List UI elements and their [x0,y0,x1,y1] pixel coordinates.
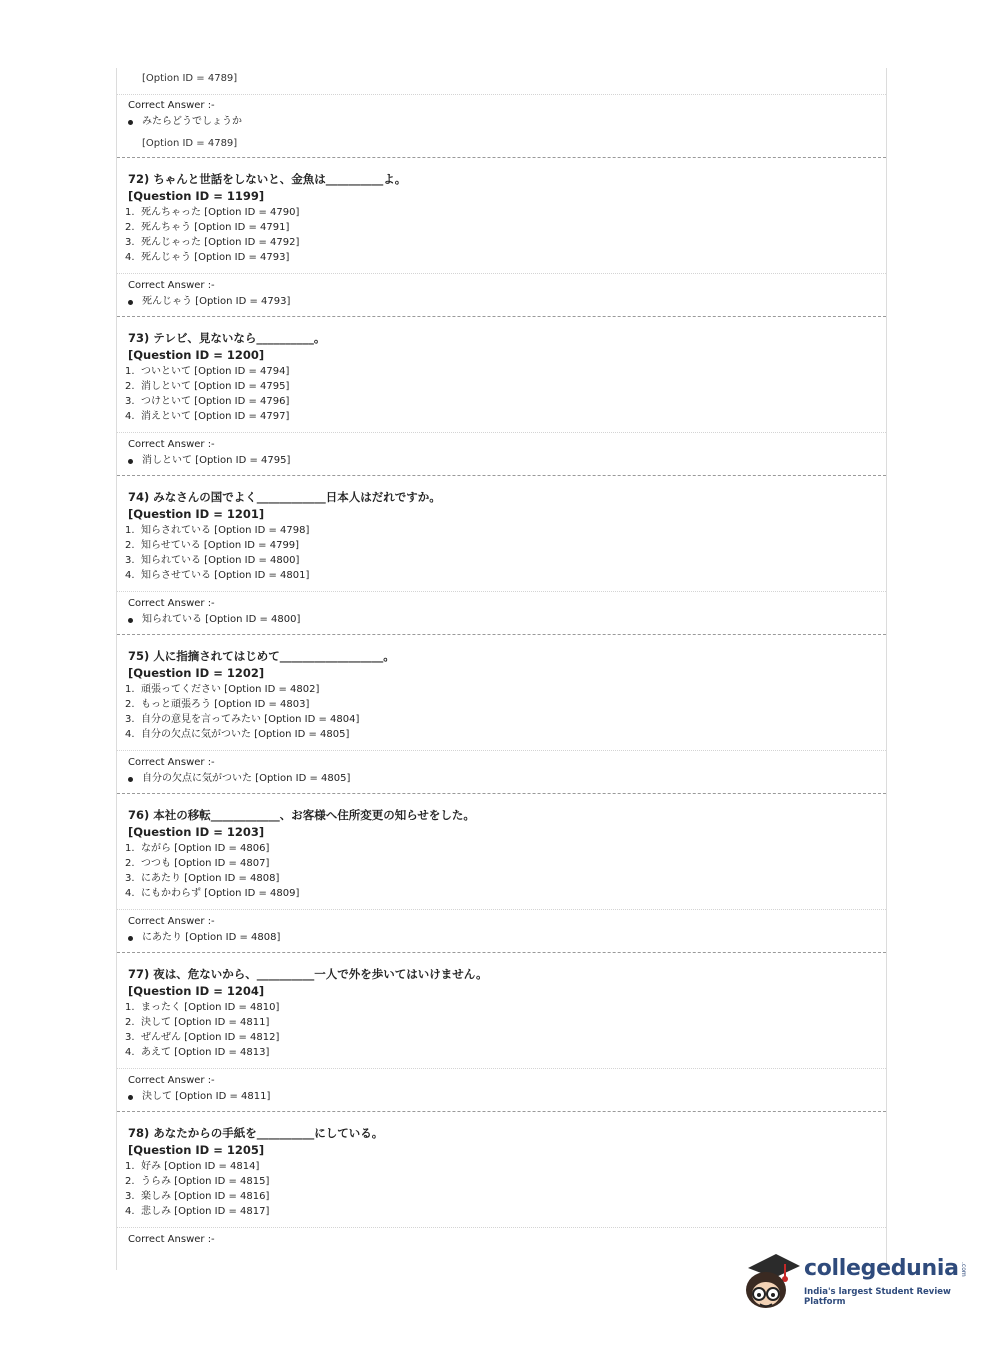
option-item [117,712,886,727]
correct-answer-text: みたらどうでしょうか [142,116,242,127]
question-divider [117,316,886,317]
option-text: 楽しみ [Option ID = 4816] [141,1191,270,1202]
correct-answer-item [117,1089,886,1105]
answer-divider [117,591,886,592]
prev-answer-block [117,72,886,151]
option-item [117,409,886,424]
option-item [117,568,886,583]
document-page [116,68,887,1270]
option-number: 4. [125,729,135,740]
question-divider [117,157,886,158]
answer-divider [117,273,886,274]
option-item [117,1015,886,1030]
option-text: 知らせている [Option ID = 4799] [141,540,300,551]
question-divider [117,952,886,953]
question-title: 74) みなさんの国でよく____________日本人はだれですか。 [128,490,441,504]
option-item [117,1045,886,1060]
option-text: 消えといて [Option ID = 4797] [141,411,290,422]
option-number: 1. [125,1002,135,1013]
correct-answer-label: Correct Answer :- [128,1075,215,1086]
option-number: 3. [125,396,135,407]
option-text: ついといて [Option ID = 4794] [141,366,290,377]
option-item [117,1189,886,1204]
option-item [117,856,886,871]
option-text: 死んちゃった [Option ID = 4790] [141,207,300,218]
question-list [117,157,886,1248]
bullet-icon [128,120,133,125]
option-id-line: [Option ID = 4789] [142,138,238,149]
divider [117,94,886,95]
option-item [117,379,886,394]
option-number: 1. [125,207,135,218]
question-divider [117,475,886,476]
question-id: [Question ID = 1203] [128,825,265,839]
option-number: 1. [125,684,135,695]
question-title: 78) あなたからの手紙を__________にしている。 [128,1126,384,1140]
option-number: 4. [125,1206,135,1217]
option-item [117,841,886,856]
option-text: 自分の意見を言ってみたい [Option ID = 4804] [141,714,360,725]
correct-answer-item [117,771,886,787]
question-title: 72) ちゃんと世話をしないと、金魚は__________よ。 [128,172,407,186]
option-number: 3. [125,873,135,884]
question-id: [Question ID = 1200] [128,348,265,362]
option-number: 2. [125,1017,135,1028]
logo-tagline: India's largest Student Review Platform [804,1287,951,1307]
option-number: 2. [125,540,135,551]
option-item [117,538,886,553]
option-text: 自分の欠点に気がついた [Option ID = 4805] [141,729,350,740]
option-item [117,886,886,901]
option-item [117,220,886,235]
question-block [117,316,886,469]
option-item [117,1204,886,1219]
option-text: 消しといて [Option ID = 4795] [141,381,290,392]
question-title: 77) 夜は、危ないから、__________一人で外を歩いてはいけません。 [128,967,488,981]
correct-answer-text: 知られている [Option ID = 4800] [142,614,301,625]
bullet-icon [128,1095,133,1100]
correct-answer-label: Correct Answer :- [128,1234,215,1245]
question-id: [Question ID = 1205] [128,1143,265,1157]
option-item [117,523,886,538]
correct-answer-item [117,453,886,469]
option-item [117,205,886,220]
answer-divider [117,909,886,910]
option-item [117,697,886,712]
correct-answer-label: Correct Answer :- [128,598,215,609]
option-text: ぜんぜん [Option ID = 4812] [141,1032,280,1043]
question-block [117,793,886,946]
correct-answer-label: Correct Answer :- [128,439,215,450]
option-item [117,682,886,697]
option-text: あえて [Option ID = 4813] [141,1047,270,1058]
correct-answer-text: 死んじゃう [Option ID = 4793] [142,296,291,307]
correct-answer-item [117,612,886,628]
option-number: 2. [125,1176,135,1187]
bullet-icon [128,936,133,941]
option-text: まったく [Option ID = 4810] [141,1002,280,1013]
bullet-icon [128,300,133,305]
option-number: 1. [125,843,135,854]
bullet-icon [128,459,133,464]
option-number: 4. [125,888,135,899]
option-item [117,871,886,886]
option-number: 3. [125,1191,135,1202]
question-block [117,157,886,310]
correct-answer-label: Correct Answer :- [128,916,215,927]
option-number: 4. [125,411,135,422]
option-text: 死んじゃった [Option ID = 4792] [141,237,300,248]
mascot-icon [740,1250,802,1314]
correct-answer-label: Correct Answer :- [128,100,215,111]
option-number: 2. [125,222,135,233]
option-item [117,1030,886,1045]
correct-answer-label: Correct Answer :- [128,757,215,768]
option-item [117,364,886,379]
answer-divider [117,1068,886,1069]
question-divider [117,634,886,635]
option-number: 2. [125,381,135,392]
logo-wordmark: collegedunia [804,1256,959,1281]
option-text: 知られている [Option ID = 4800] [141,555,300,566]
option-number: 4. [125,1047,135,1058]
option-text: 悲しみ [Option ID = 4817] [141,1206,270,1217]
option-item [117,235,886,250]
option-number: 4. [125,570,135,581]
option-item [117,727,886,742]
question-id: [Question ID = 1199] [128,189,265,203]
answer-divider [117,750,886,751]
option-number: 1. [125,366,135,377]
option-text: つけといて [Option ID = 4796] [141,396,290,407]
bullet-icon [128,777,133,782]
option-text: うらみ [Option ID = 4815] [141,1176,270,1187]
question-block [117,1111,886,1248]
option-item [117,394,886,409]
option-text: ながら [Option ID = 4806] [141,843,270,854]
question-block [117,952,886,1105]
question-id: [Question ID = 1204] [128,984,265,998]
option-text: 頑張ってください [Option ID = 4802] [141,684,320,695]
question-title: 73) テレビ、見ないなら__________。 [128,331,326,345]
option-text: 好み [Option ID = 4814] [141,1161,260,1172]
correct-answer-text: にあたり [Option ID = 4808] [142,932,281,943]
option-number: 3. [125,1032,135,1043]
option-text: 決して [Option ID = 4811] [141,1017,270,1028]
question-title: 75) 人に指摘されてはじめて__________________。 [128,649,395,663]
answer-divider [117,1227,886,1228]
option-item [117,553,886,568]
option-item [117,250,886,265]
correct-answer-label: Correct Answer :- [128,280,215,291]
correct-answer-item [117,294,886,310]
option-text: 死んじゃう [Option ID = 4793] [141,252,290,263]
correct-answer-text: 決して [Option ID = 4811] [142,1091,271,1102]
option-number: 3. [125,555,135,566]
correct-answer-item [117,930,886,946]
option-item [117,1174,886,1189]
question-block [117,634,886,787]
option-item [117,1000,886,1015]
question-id: [Question ID = 1201] [128,507,265,521]
correct-answer-text: 自分の欠点に気がついた [Option ID = 4805] [142,773,351,784]
correct-answer-text: 消しといて [Option ID = 4795] [142,455,291,466]
option-text: にもかわらず [Option ID = 4809] [141,888,300,899]
option-text: 死んちゃう [Option ID = 4791] [141,222,290,233]
option-text: 知らさせている [Option ID = 4801] [141,570,310,581]
option-number: 3. [125,714,135,725]
correct-answer-item [117,114,886,130]
option-text: 知らされている [Option ID = 4798] [141,525,310,536]
question-divider [117,1111,886,1112]
question-block [117,475,886,628]
option-item [117,1159,886,1174]
question-title: 76) 本社の移転____________、お客様へ住所変更の知らせをした。 [128,808,475,822]
option-number: 4. [125,252,135,263]
option-number: 1. [125,1161,135,1172]
bullet-icon [128,618,133,623]
option-number: 2. [125,858,135,869]
answer-divider [117,432,886,433]
logo-domain: .com [960,1262,967,1277]
option-number: 2. [125,699,135,710]
option-number: 3. [125,237,135,248]
option-id-line: [Option ID = 4789] [142,73,238,84]
collegedunia-logo [740,1250,970,1314]
question-divider [117,793,886,794]
option-text: もっと頑張ろう [Option ID = 4803] [141,699,310,710]
option-text: つつも [Option ID = 4807] [141,858,270,869]
option-text: にあたり [Option ID = 4808] [141,873,280,884]
question-id: [Question ID = 1202] [128,666,265,680]
option-number: 1. [125,525,135,536]
